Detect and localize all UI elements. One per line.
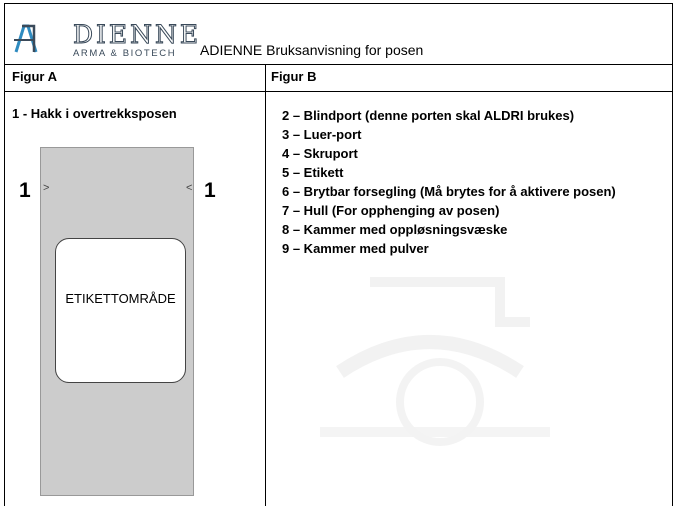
- legend-item: 7 – Hull (For opphenging av posen): [282, 203, 500, 218]
- legend-item: 2 – Blindport (denne porten skal ALDRI brukes): [282, 108, 575, 123]
- legend-item: 6 – Brytbar forsegling (Må brytes for å aktivere posen): [282, 184, 616, 199]
- table-border-right: [672, 3, 673, 506]
- notch-right-icon: <: [186, 182, 193, 194]
- legend-item: 3 – Luer-port: [282, 127, 362, 142]
- figure-a-caption: 1 - Hakk i overtrekksposen: [12, 106, 177, 121]
- adienne-logo-icon: [12, 22, 40, 54]
- figure-b-label: Figur B: [271, 69, 317, 84]
- legend-item: 4 – Skruport: [282, 146, 358, 161]
- label-area-text: ETIKETTOMRÅDE: [65, 291, 176, 306]
- header-divider: [4, 64, 673, 65]
- faint-watermark-graphic: [300, 262, 570, 492]
- notch-left-icon: >: [43, 182, 50, 194]
- notch-label-right: 1: [204, 179, 216, 202]
- figure-b-legend: [282, 106, 616, 258]
- legend-item: 8 – Kammer med oppløsningsvæske: [282, 222, 508, 237]
- label-row-divider: [4, 91, 673, 92]
- brand-block: [73, 20, 202, 59]
- table-border-top: [4, 3, 673, 4]
- label-area-box: [55, 238, 186, 383]
- document-title: ADIENNE Bruksanvisning for posen: [200, 42, 424, 58]
- notch-label-left: 1: [19, 179, 31, 202]
- legend-item: 9 – Kammer med pulver: [282, 241, 429, 256]
- brand-subtitle: ARMA & BIOTECH: [73, 48, 177, 59]
- table-border-left: [4, 3, 5, 506]
- brand-name: DIENNE: [73, 20, 202, 49]
- figure-a-label: Figur A: [12, 69, 58, 84]
- column-divider: [265, 64, 266, 506]
- legend-item: 5 – Etikett: [282, 165, 344, 180]
